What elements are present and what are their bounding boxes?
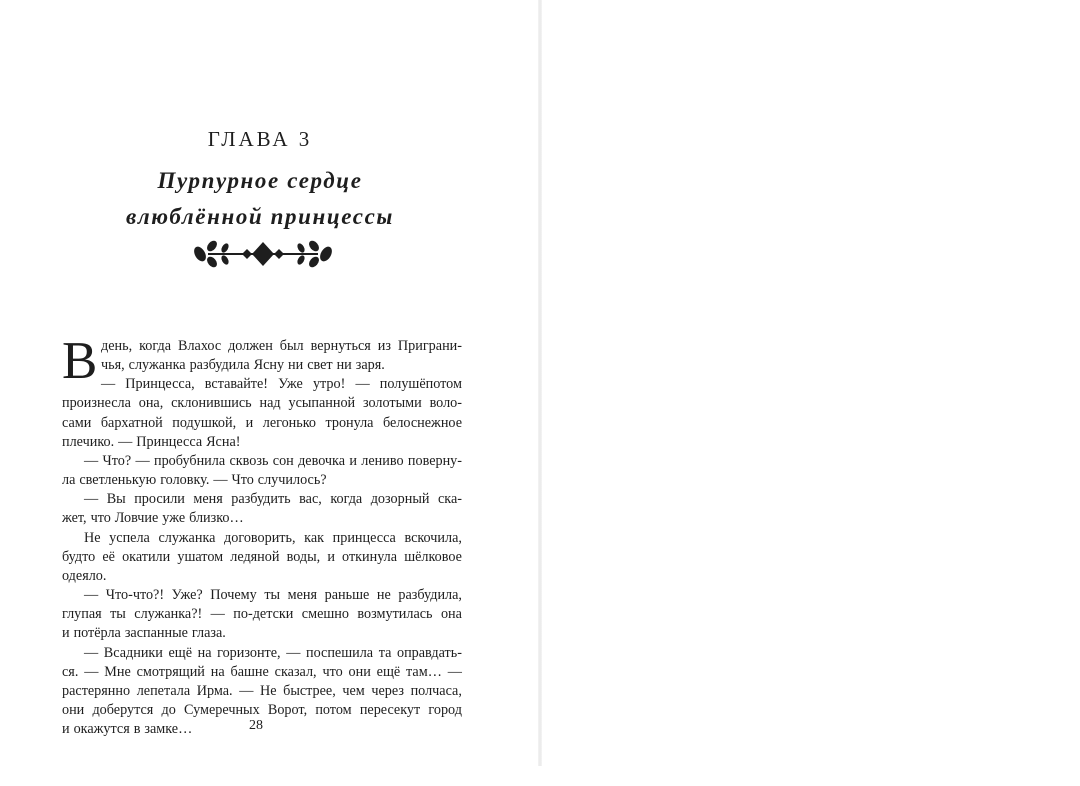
text-line: будто её окатили ушатом ледяной воды, и откинула шёлковое	[62, 548, 462, 565]
text-line: — Вы просили меня разбудить вас, когда дозорный ска-	[84, 491, 462, 508]
text-line: ла светленькую головку. — Что случилось?	[62, 472, 327, 489]
text-line: — Что? — пробубнила сквозь сон девочка и лениво поверну-	[84, 452, 462, 469]
chapter-number: ГЛАВА 3	[207, 127, 313, 151]
chapter-title-line: влюблённой принцессы	[126, 204, 394, 229]
text-line: плечико. — Принцесса Ясна!	[62, 433, 241, 450]
text-line: и окажутся в замке…	[62, 721, 193, 738]
text-line: одеяло.	[62, 567, 107, 584]
chapter-title-line: Пурпурное сердце	[157, 168, 363, 193]
ornament-divider-icon	[190, 237, 336, 271]
text-line: они доберутся до Сумеречных Ворот, потом пересекут город	[62, 701, 462, 718]
text-line: и потёрла заспанные глаза.	[62, 625, 226, 642]
text-line: — Что-что?! Уже? Почему ты меня раньше не разбудила,	[84, 587, 462, 604]
text-line: чья, служанка разбудила Ясну ни свет ни заря.	[101, 357, 385, 374]
page-number-left: 28	[249, 718, 263, 733]
text-line: растерянно лепетала Ирма. — Не быстрее, чем через полчаса,	[62, 682, 462, 699]
right-page	[540, 0, 1080, 766]
text-line: — Принцесса, вставайте! Уже утро! — полушёпотом	[101, 376, 462, 393]
text-line: Не успела служанка договорить, как принцесса вскочила,	[84, 529, 462, 546]
text-line: сами бархатной подушкой, и легонько тронула белоснежное	[62, 414, 462, 431]
drop-cap: В	[62, 332, 98, 390]
text-line: произнесла она, склонившись над усыпанной золотыми воло-	[62, 395, 462, 412]
chapter-title	[0, 163, 520, 235]
text-line: жет, что Ловчие уже близко…	[62, 510, 244, 527]
text-line: — Всадники ещё на горизонте, — поспешила та оправдать-	[84, 644, 462, 661]
left-body-text	[62, 332, 462, 739]
text-line: ся. — Мне смотрящий на башне сказал, что они ещё там… —	[62, 663, 462, 680]
left-page	[0, 0, 540, 766]
text-line: день, когда Влахос должен был вернуться из Приграни-	[101, 338, 462, 354]
text-line: глупая ты служанка?! — по-детски смешно возмутилась она	[62, 606, 462, 623]
